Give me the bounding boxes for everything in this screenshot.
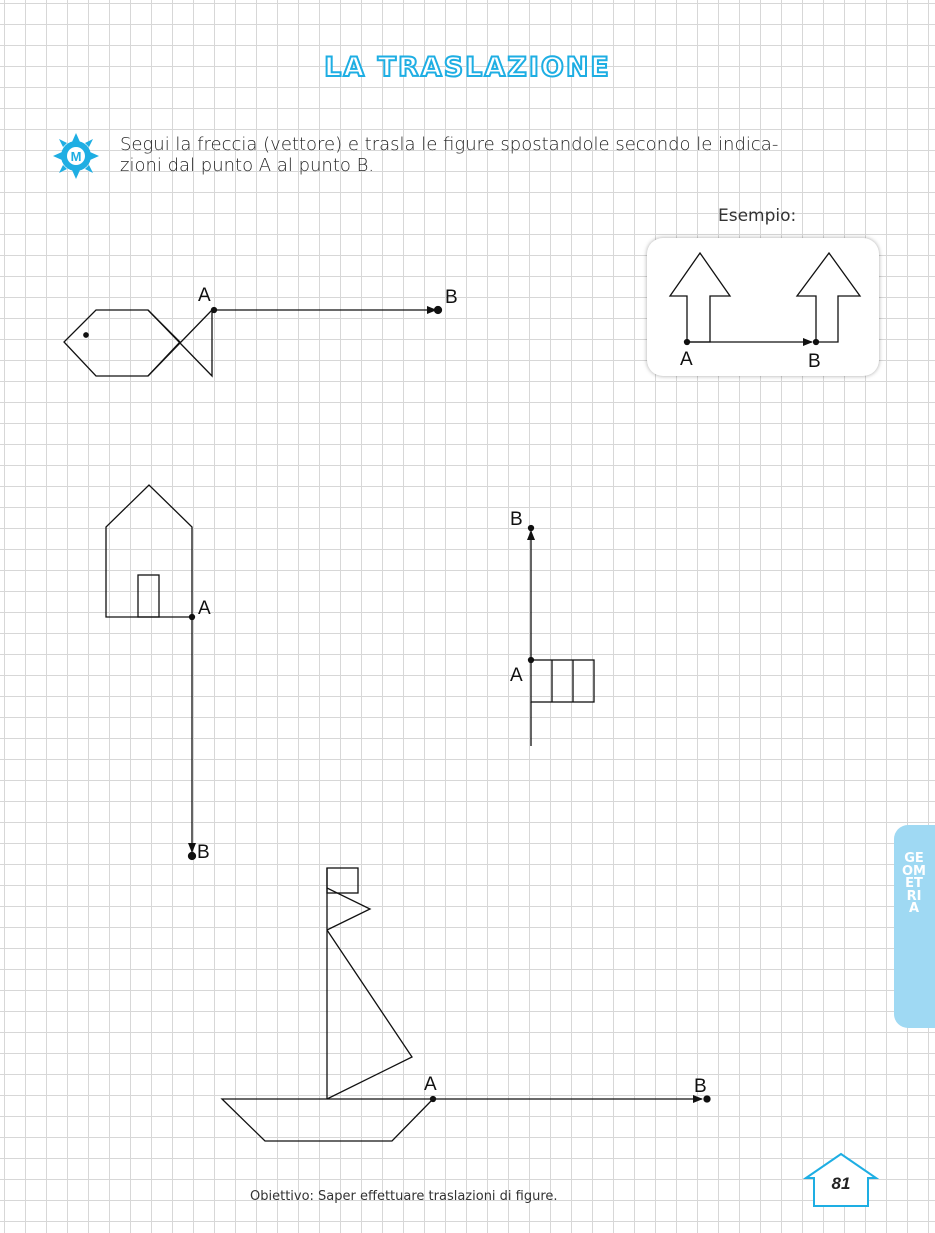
fish-point-a: A [198,285,211,306]
section-tab-label: GEOMETRIA [902,851,926,917]
example-label: Esempio: [718,206,797,226]
boat-point-b: B [694,1076,707,1097]
house-door [138,575,159,617]
example-figure [670,253,860,345]
example-arrow-shape-a [670,253,730,342]
page-number: 81 [831,1174,851,1193]
example-point-b: B [808,351,821,372]
house-outline [106,485,192,617]
rectangle-figure [529,526,595,747]
fish-eye [84,333,88,337]
boat-flag [327,868,358,893]
instruction-line-1: Segui la freccia (vettore) e trasla le figure spostandole secondo le indica- [120,134,779,155]
rectangle-point-a: A [510,665,523,686]
house-figure [106,485,196,860]
house-point-a: A [198,598,211,619]
boat-hull [222,1099,433,1141]
house-point-b: B [197,842,210,863]
example-arrow-shape-b [797,253,860,342]
boat-small-sail [327,888,370,930]
boat-large-sail [327,930,412,1099]
rectangle-outline [531,660,594,702]
fish-tail [148,310,212,376]
boat-figure [222,868,710,1141]
fish-figure [64,307,442,377]
boat-point-a: A [424,1074,437,1095]
fish-point-b: B [445,287,458,308]
example-point-a: A [680,349,693,370]
fish-body [64,310,180,376]
rectangle-point-b: B [510,509,523,530]
objective-footer: Obiettivo: Saper effettuare traslazioni di figure. [250,1189,558,1204]
instruction-line-2: zioni dal punto A al punto B. [120,155,375,176]
badge-letter: M [70,149,82,164]
page-title: LA TRASLAZIONE [324,52,611,83]
